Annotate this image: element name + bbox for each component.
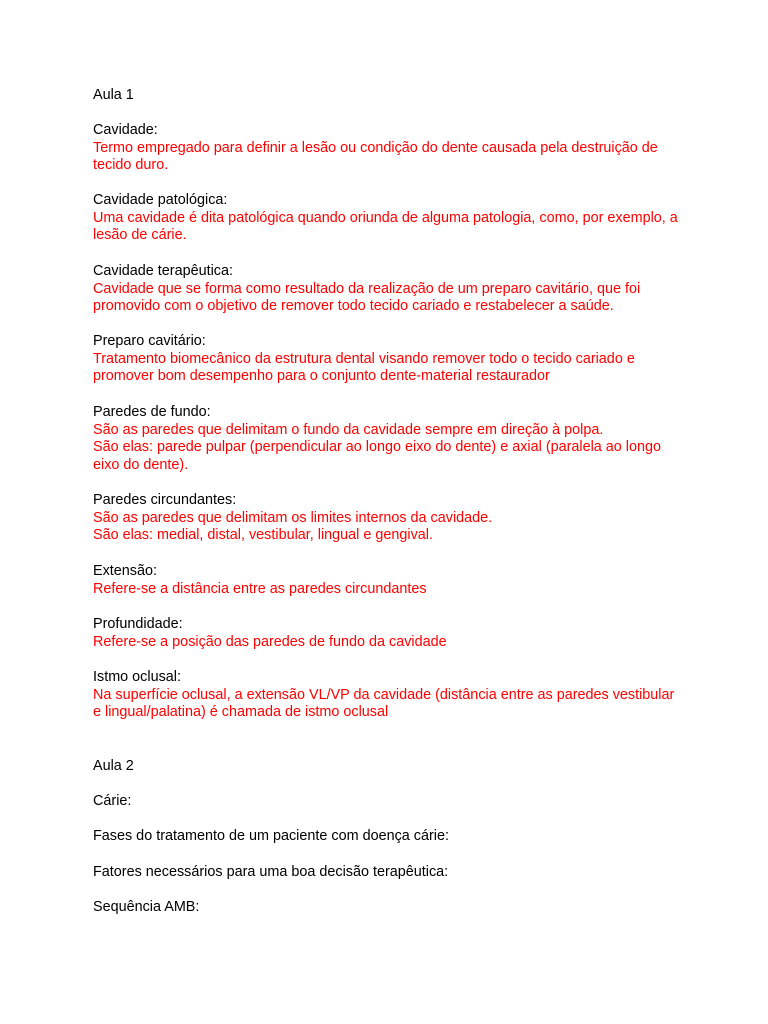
definition-line: Termo empregado para definir a lesão ou condição do dente causada pela destruição de xyxy=(93,139,658,156)
definition-line: tecido duro. xyxy=(93,157,169,174)
definition-line: promovido com o objetivo de remover todo tecido cariado e restabelecer a saúde. xyxy=(93,298,614,315)
definition-line: Cavidade que se forma como resultado da realização de um preparo cavitário, que foi xyxy=(93,280,641,297)
definition-line: São as paredes que delimitam os limites internos da cavidade. xyxy=(93,509,493,526)
aula-2-item-sequencia xyxy=(93,899,693,917)
section-cavidade-terapeutica xyxy=(93,263,693,316)
section-heading: Cavidade: xyxy=(93,122,158,138)
definition-line: e lingual/palatina) é chamada de istmo oclusal xyxy=(93,704,389,721)
aula-2-item-fases xyxy=(93,828,693,846)
definition-line: Refere-se a posição das paredes de fundo da cavidade xyxy=(93,633,447,650)
section-heading: Fases do tratamento de um paciente com doença cárie: xyxy=(93,828,449,844)
section-heading: Paredes de fundo: xyxy=(93,404,211,420)
section-heading: Preparo cavitário: xyxy=(93,333,206,349)
aula-1-title xyxy=(93,87,693,105)
aula-2-title-text: Aula 2 xyxy=(93,758,134,774)
section-heading: Fatores necessários para uma boa decisão terapêutica: xyxy=(93,864,449,880)
section-cavidade xyxy=(93,122,693,175)
definition-line: Uma cavidade é dita patológica quando oriunda de alguma patologia, como, por exemplo, a xyxy=(93,209,678,226)
definition-line: lesão de cárie. xyxy=(93,227,187,244)
aula-2-item-carie xyxy=(93,793,693,811)
section-preparo-cavitario xyxy=(93,333,693,386)
definition-line: Refere-se a distância entre as paredes circundantes xyxy=(93,580,427,597)
section-heading: Cavidade patológica: xyxy=(93,192,228,208)
aula-1-title-text: Aula 1 xyxy=(93,87,134,103)
definition-line: São elas: parede pulpar (perpendicular ao longo eixo do dente) e axial (paralela ao longo xyxy=(93,439,662,456)
definition-line: São as paredes que delimitam o fundo da cavidade sempre em direção à polpa. xyxy=(93,421,604,438)
definition-line: São elas: medial, distal, vestibular, lingual e gengival. xyxy=(93,527,433,544)
section-paredes-circundantes xyxy=(93,492,693,545)
section-profundidade xyxy=(93,616,693,651)
section-cavidade-patologica xyxy=(93,192,693,245)
definition-line: promover bom desempenho para o conjunto dente-material restaurador xyxy=(93,368,550,385)
definition-line: Na superfície oclusal, a extensão VL/VP da cavidade (distância entre as paredes vestibular xyxy=(93,686,675,703)
aula-2-item-fatores xyxy=(93,864,693,882)
section-heading: Extensão: xyxy=(93,563,157,579)
aula-2-title xyxy=(93,758,693,776)
section-heading: Paredes circundantes: xyxy=(93,492,237,508)
definition-line: eixo do dente). xyxy=(93,457,189,474)
section-heading: Sequência AMB: xyxy=(93,899,200,915)
section-heading: Cárie: xyxy=(93,793,132,809)
section-extensao xyxy=(93,563,693,598)
section-paredes-de-fundo xyxy=(93,404,693,475)
section-heading: Cavidade terapêutica: xyxy=(93,263,233,279)
section-istmo-oclusal xyxy=(93,669,693,722)
section-heading: Profundidade: xyxy=(93,616,183,632)
section-heading: Istmo oclusal: xyxy=(93,669,181,685)
definition-line: Tratamento biomecânico da estrutura dental visando remover todo o tecido cariado e xyxy=(93,350,635,367)
